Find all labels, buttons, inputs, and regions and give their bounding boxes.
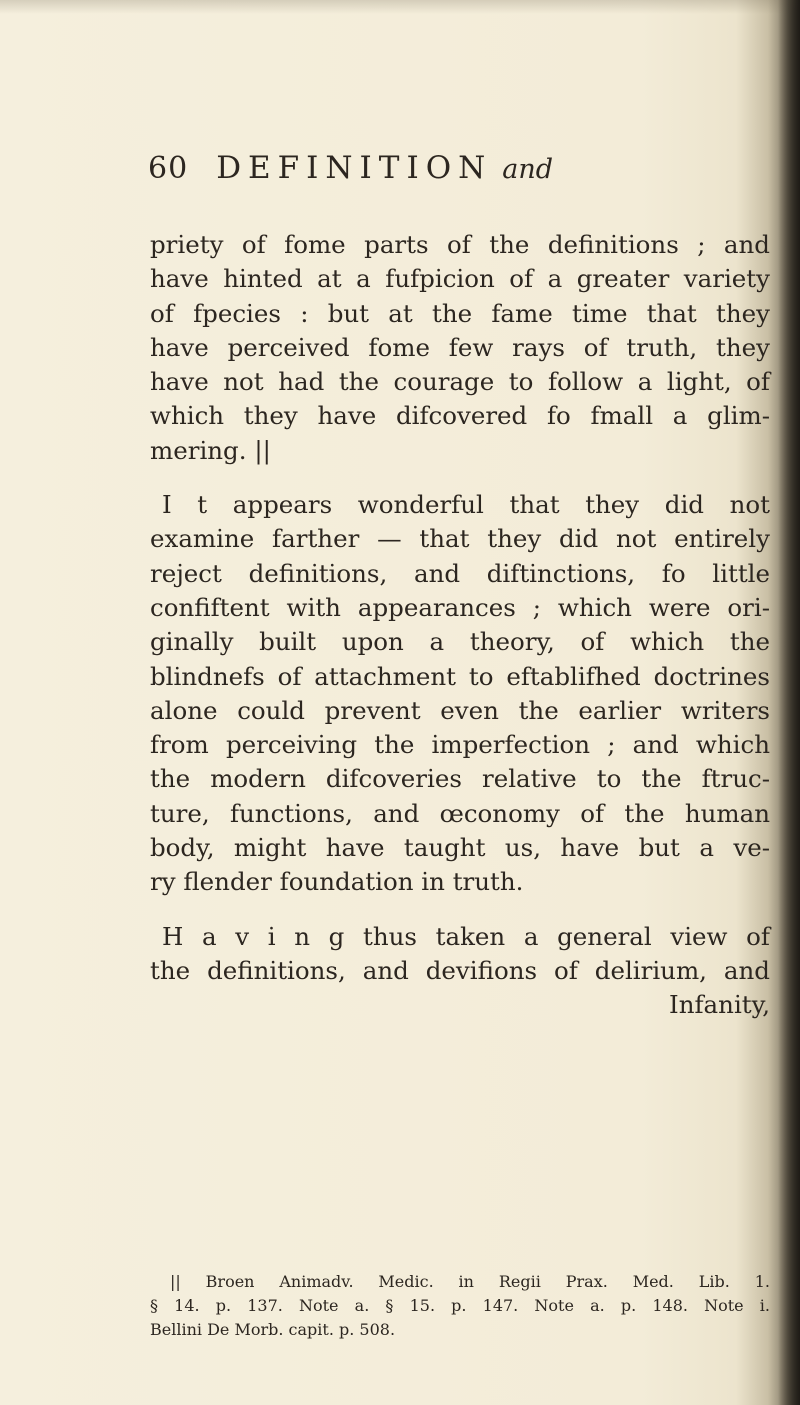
text-line: ginally built upon a theory, of which the (150, 627, 770, 657)
running-title-italic: and (502, 154, 554, 185)
footnote-line: Bellini De Morb. capit. p. 508. (150, 1320, 396, 1339)
text-line: examine farther — that they did not entirely (150, 524, 770, 554)
running-title: DEFINITION (216, 150, 493, 186)
text-line: I t appears wonderful that they did not (162, 490, 770, 520)
page-number: 60 (148, 151, 189, 186)
paragraph-gap (150, 468, 770, 488)
text-line: the definitions, and devifions of delirium, and (150, 955, 770, 985)
text-line: have hinted at a fufpicion of a greater variety (150, 264, 770, 294)
text-line: H a v i n g thus taken a general view of (162, 921, 770, 951)
paragraph-3 (150, 920, 770, 1023)
text-line: the modern difcoveries relative to the ftruc- (150, 764, 770, 794)
footnote-line: § 14. p. 137. Note a. § 15. p. 147. Note a. p. 148. Note i. (150, 1296, 770, 1315)
paragraph-gap (150, 900, 770, 920)
text-line: reject definitions, and diftinctions, fo little (150, 558, 770, 588)
text-line: ry flender foundation in truth. (150, 867, 524, 897)
text-line: priety of fome parts of the definitions ; and (150, 230, 770, 259)
running-header (148, 150, 553, 194)
paragraph-1 (150, 228, 770, 468)
text-line: which they have difcovered fo fmall a glim- (150, 401, 770, 431)
text-line: ture, functions, and œconomy of the human (150, 798, 770, 828)
page-top-edge (0, 0, 800, 14)
text-line: of fpecies : but at the fame time that they (150, 298, 770, 328)
binding-shadow (778, 0, 800, 1405)
text-line: have not had the courage to follow a light, of (150, 367, 770, 397)
text-line: body, might have taught us, have but a ve- (150, 833, 770, 863)
text-line: from perceiving the imperfection ; and which (150, 730, 770, 760)
text-line: blindnefs of attachment to eftablifhed doctrines (150, 661, 770, 691)
text-line: alone could prevent even the earlier writers (150, 695, 770, 725)
text-line: have perceived fome few rays of truth, they (150, 332, 770, 362)
footnote-line: || Broen Animadv. Medic. in Regii Prax. Med. Lib. 1. (170, 1272, 770, 1291)
body-text (150, 228, 770, 1023)
text-line: confiftent with appearances ; which were ori- (150, 592, 770, 622)
footnotes (150, 1270, 770, 1342)
text-line: mering. || (150, 435, 271, 465)
catchword: Infanity, (669, 990, 770, 1020)
paragraph-2 (150, 488, 770, 900)
